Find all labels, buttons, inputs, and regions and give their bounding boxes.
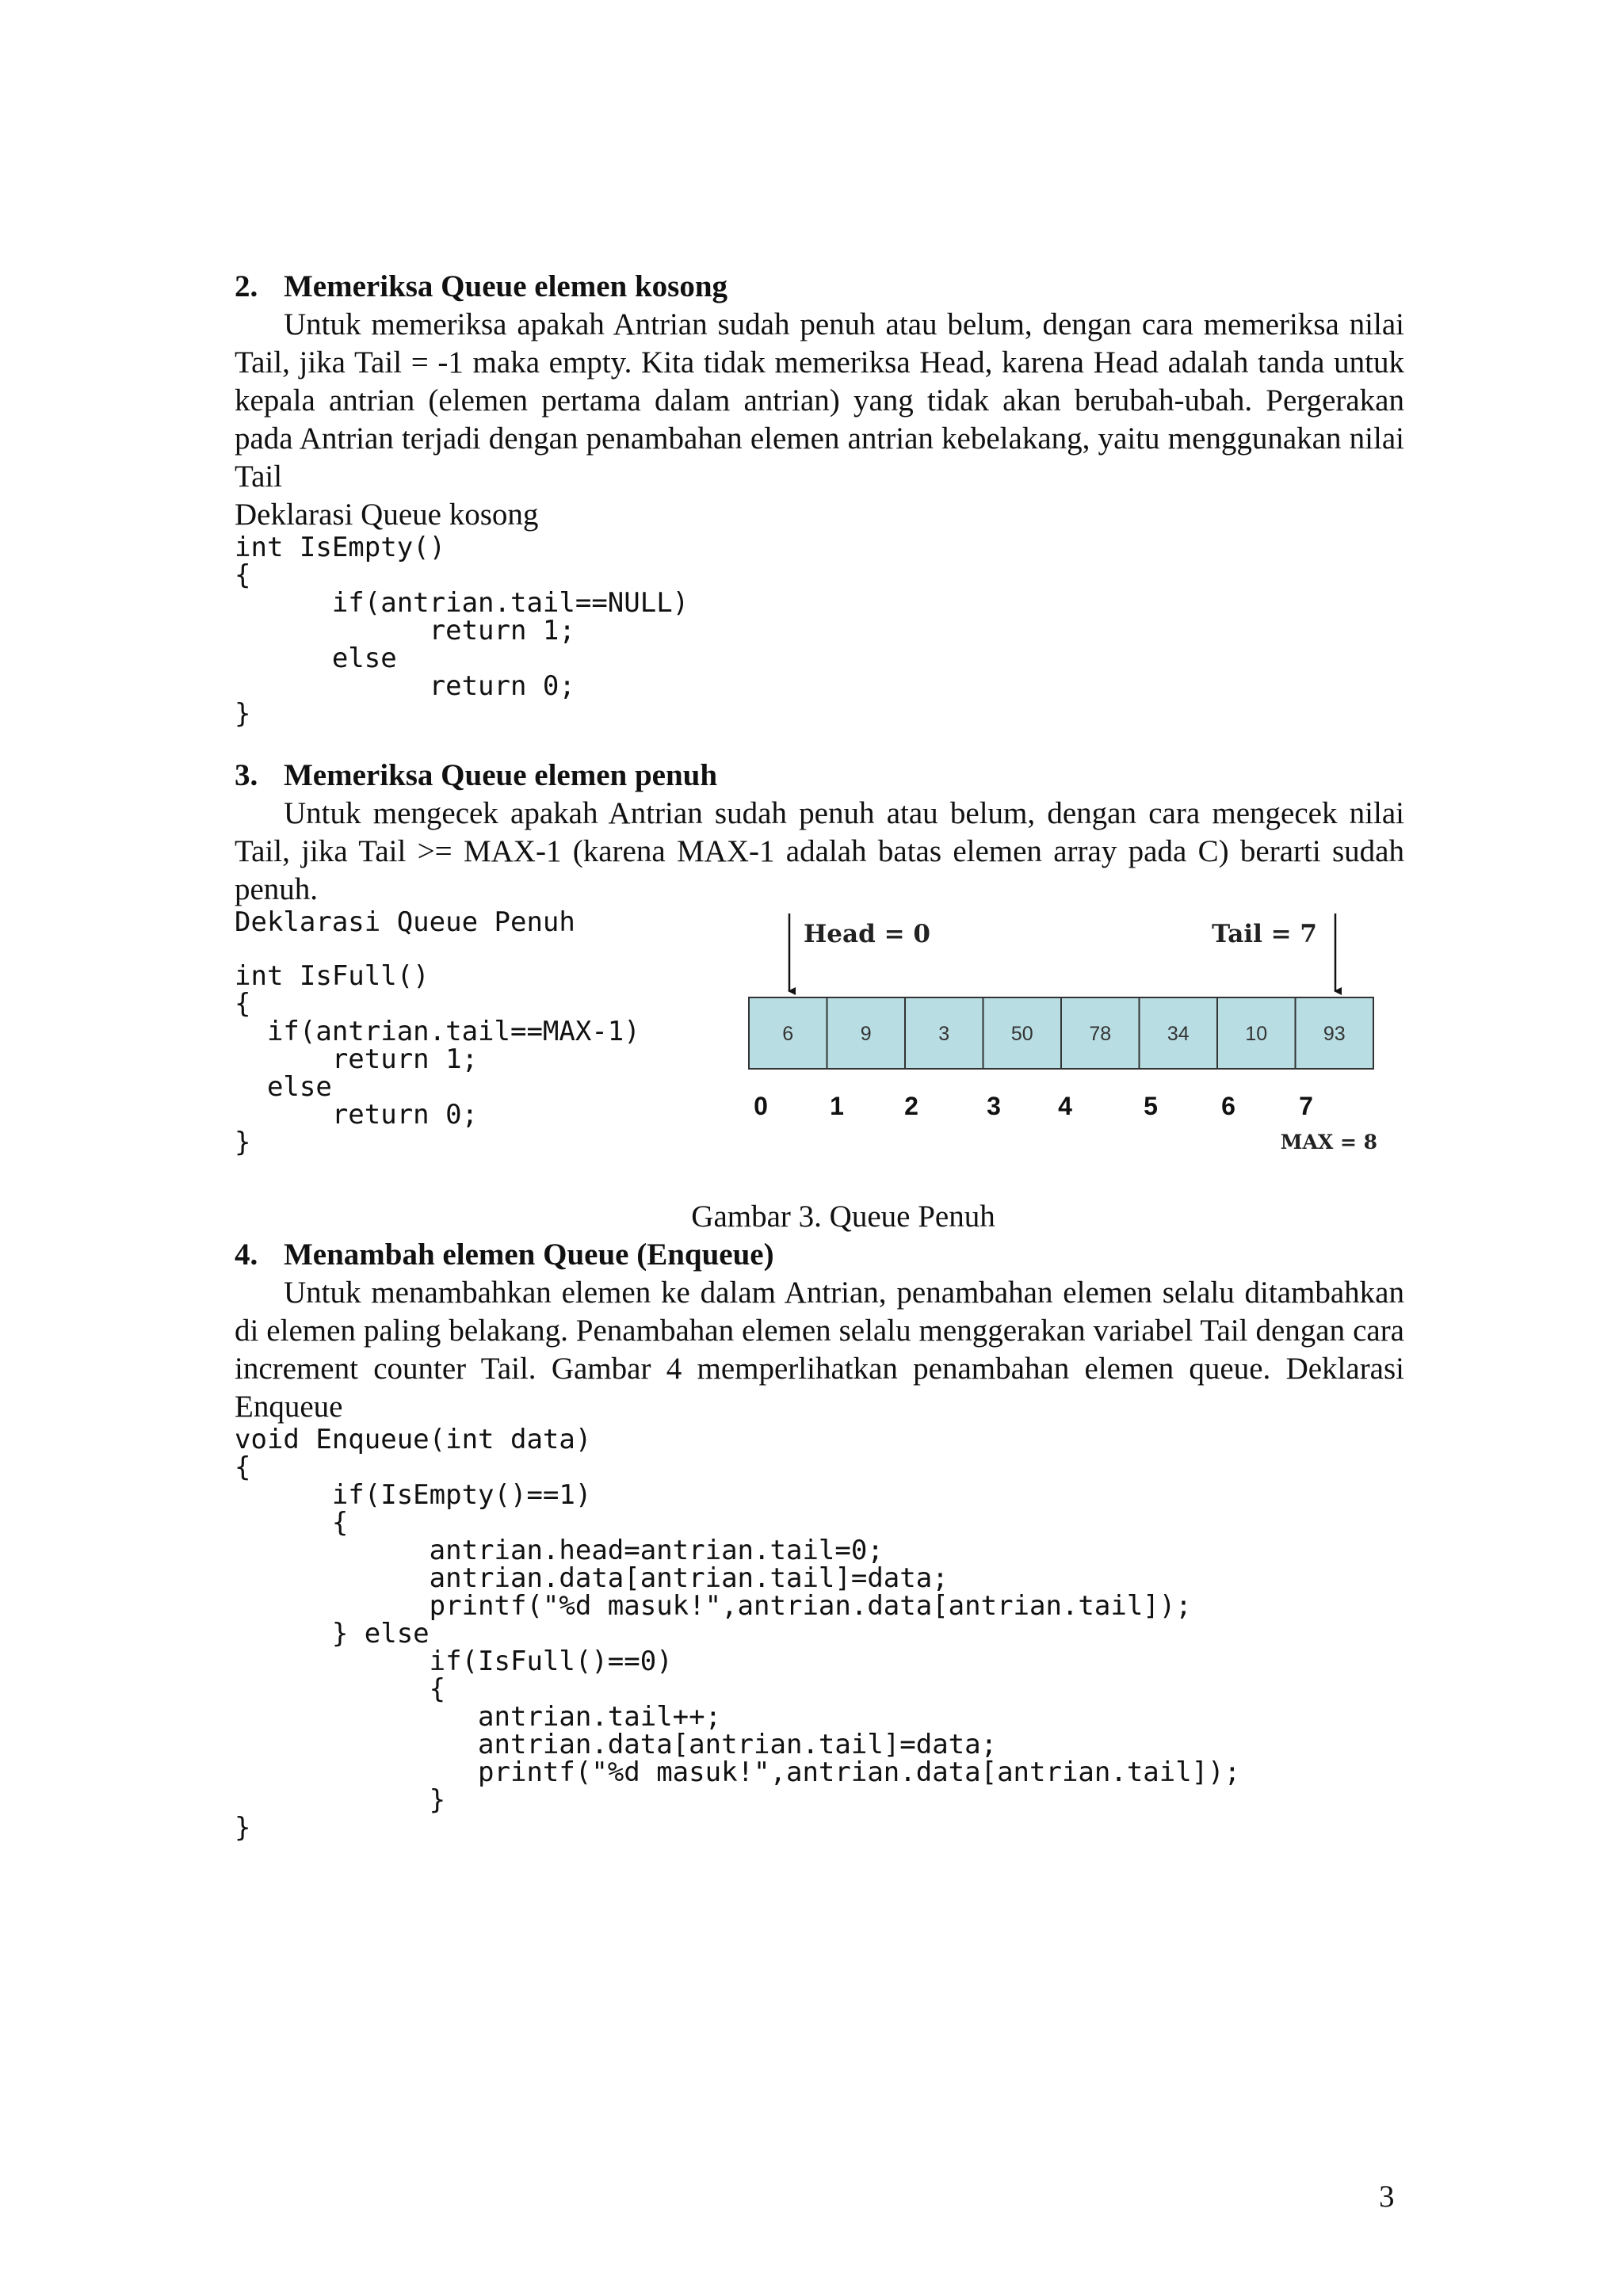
queue-cell-value: 10 [1245, 1023, 1268, 1045]
queue-index-label: 0 [754, 1092, 768, 1120]
queue-cell-value: 34 [1167, 1023, 1190, 1045]
figure-3-caption: Gambar 3. Queue Penuh [691, 1199, 995, 1234]
queue-index-label: 3 [987, 1092, 1001, 1120]
section-2-title: Memeriksa Queue elemen kosong [284, 269, 728, 303]
queue-index-label: 1 [830, 1092, 844, 1120]
section-2-paragraph: Untuk memeriksa apakah Antrian sudah penuh atau belum, dengan cara memeriksa nilai Tail, jika Tail = -1 maka empty. Kita tidak memeriksa Head, karena Head adalah tanda untuk kepala antrian (elemen pertama dalam antrian) yang tidak akan berubah-ubah. Pergerakan pada Antrian terjadi dengan penambahan elemen antrian kebelakang, yaitu menggunakan nilai Tail [235, 307, 1404, 494]
section-2-number: 2. [235, 269, 258, 303]
page-number: 3 [1379, 2180, 1395, 2214]
section-4-title: Menambah elemen Queue (Enqueue) [284, 1238, 774, 1272]
isempty-code-block: int IsEmpty() { if(antrian.tail==NULL) return 1; else return 0; } [235, 532, 689, 730]
section-4-paragraph: Untuk menambahkan elemen ke dalam Antrian, penambahan elemen selalu ditambahkan di elemen paling belakang. Penambahan elemen selalu menggerakan variabel Tail dengan cara increment counter Tail. Gambar 4 memperlihatkan penambahan elemen queue. Deklarasi Enqueue [235, 1276, 1404, 1424]
section-3-title: Memeriksa Queue elemen penuh [284, 758, 718, 792]
document-page [235, 268, 1404, 1842]
max-label: MAX = 8 [1280, 1131, 1377, 1154]
queue-indices [754, 1092, 1313, 1120]
queue-full-diagram [742, 909, 1392, 1186]
section-3-paragraph: Untuk mengecek apakah Antrian sudah penuh atau belum, dengan cara mengecek nilai Tail, jika Tail >= MAX-1 (karena MAX-1 adalah batas elemen array pada C) berarti sudah penuh. [235, 796, 1404, 906]
queue-index-label: 7 [1299, 1092, 1313, 1120]
isfull-code-block: int IsFull() { if(antrian.tail==MAX-1) return 1; else return 0; } [235, 960, 640, 1158]
queue-index-label: 6 [1221, 1092, 1235, 1120]
section-2-declaration-label: Deklarasi Queue kosong [235, 498, 539, 532]
queue-cell-value: 78 [1089, 1023, 1112, 1045]
section-2-heading [235, 268, 1404, 306]
section-4-number: 4. [235, 1238, 258, 1272]
queue-index-label: 2 [904, 1092, 918, 1120]
section-4-heading [235, 1236, 1404, 1274]
queue-index-label: 5 [1144, 1092, 1158, 1120]
queue-cell-value: 3 [938, 1023, 950, 1045]
section-3-number: 3. [235, 758, 258, 792]
isfull-row [235, 906, 1404, 1198]
head-label: Head = 0 [804, 920, 930, 948]
queue-cell-value: 93 [1323, 1023, 1346, 1045]
queue-index-label: 4 [1058, 1092, 1072, 1120]
queue-cell-value: 50 [1010, 1023, 1033, 1045]
queue-cells [749, 997, 1373, 1069]
section-3-heading [235, 757, 1404, 795]
enqueue-code-block: void Enqueue(int data) { if(IsEmpty()==1) { antrian.head=antrian.tail=0; antrian.data[antrian.tail]=data; printf("%d masuk!",antrian.data[antrian.tail]); } else if(IsFull()==0) { antrian.tail++; antrian.data[antrian.tail]=data; printf("%d masuk!",antrian.data[antrian.tail]); } } [235, 1424, 1241, 1844]
tail-label: Tail = 7 [1212, 920, 1317, 948]
section-3-declaration-label: Deklarasi Queue Penuh [235, 906, 575, 938]
queue-cell-value: 9 [860, 1023, 872, 1045]
queue-cell-value: 6 [782, 1023, 794, 1045]
